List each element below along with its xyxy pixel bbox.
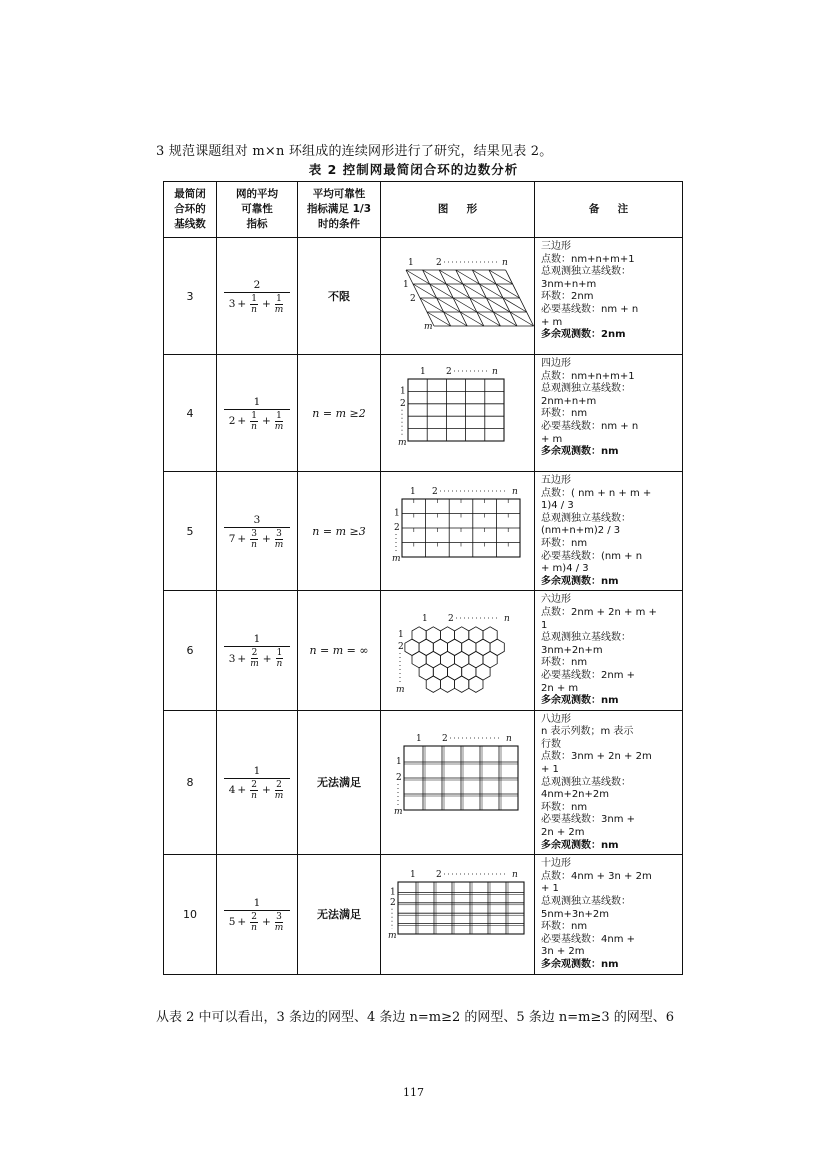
label-row-1: 1: [389, 887, 396, 898]
edge-analysis-table: [163, 181, 683, 975]
condition: n = m ≥3: [298, 472, 381, 591]
note-line: 三边形: [541, 241, 571, 252]
reliability-formula: [217, 472, 298, 591]
note-line: 多余观测数：2nm: [541, 329, 626, 341]
note-line: 2n + m: [541, 682, 579, 694]
note-line: 总观测独立基线数：: [541, 266, 631, 278]
label-row-2: 2: [409, 294, 416, 304]
hexagon-network-diagram: [382, 599, 534, 699]
formula-fraction: 1 2 + $\frac{1}{n}$ + $\frac{1}{m}$: [224, 396, 290, 432]
grid-frame: [398, 882, 524, 934]
table-header-row: [164, 182, 683, 238]
intro-paragraph: 3 规范课题组对 m×n 环组成的连续网形进行了研究，结果见表 2。: [156, 144, 553, 159]
condition: 无法满足: [298, 855, 381, 974]
note-line: 必要基线数：nm + n: [541, 420, 639, 432]
note-line: 总观测独立基线数：: [541, 776, 631, 788]
network-figure: [381, 355, 535, 472]
header-notes: 备 注: [535, 182, 683, 238]
note-line: 总观测独立基线数：: [541, 632, 631, 644]
formula-fraction: 1 4 + $\frac{2}{n}$ + $\frac{2}{m}$: [224, 765, 290, 801]
hex-cell: [440, 676, 454, 692]
network-figure: [381, 238, 535, 355]
label-row-1: 1: [397, 629, 404, 640]
note-line: 必要基线数：(nm + n: [541, 550, 643, 562]
note-line: 点数：nm+n+m+1: [541, 253, 635, 265]
note-line: 3nm+n+m: [541, 278, 597, 290]
reliability-formula: [217, 355, 298, 472]
note-line: 1)4 / 3: [541, 500, 574, 512]
note-line: 多余观测数：nm: [541, 446, 619, 458]
note-line: + m: [541, 433, 563, 445]
reliability-formula: [217, 591, 298, 710]
pentagon-network-diagram: [382, 479, 534, 579]
note-line: 环数：nm: [541, 537, 588, 549]
note-line: 环数：2nm: [541, 291, 594, 303]
note-line: 必要基线数：nm + n: [541, 303, 639, 315]
label-col-n: n: [491, 367, 498, 377]
note-line: 5nm+3n+2m: [541, 908, 610, 920]
label-col-1: 1: [409, 487, 416, 498]
network-figure: [381, 710, 535, 855]
hex-cell: [468, 676, 482, 692]
triangle-network-diagram: [382, 244, 534, 344]
label-row-2: 2: [397, 641, 404, 652]
note-line: 环数：nm: [541, 921, 588, 933]
label-row-m: m: [387, 931, 397, 942]
edge-count: 6: [164, 591, 217, 710]
notes: [535, 355, 683, 472]
label-row-2: 2: [399, 398, 406, 409]
note-line: 六边形: [541, 594, 571, 606]
label-row-m: m: [393, 807, 403, 818]
note-line: 4nm+2n+2m: [541, 789, 610, 801]
edge-count: 5: [164, 472, 217, 591]
note-line: + m)4 / 3: [541, 563, 589, 575]
label-col-1: 1: [419, 367, 426, 377]
network-figure: [381, 472, 535, 591]
label-row-2: 2: [393, 523, 400, 534]
label-row-1: 1: [393, 508, 400, 519]
label-col-1: 1: [415, 734, 422, 745]
note-line: 2n + 2m: [541, 827, 585, 839]
note-line: 五边形: [541, 475, 571, 486]
table-row: [164, 710, 683, 855]
label-col-n: n: [511, 870, 518, 881]
label-row-m: m: [423, 322, 433, 332]
label-row-m: m: [395, 684, 405, 695]
decagon-network-diagram: [382, 862, 534, 962]
label-col-n: n: [503, 613, 510, 624]
note-line: 环数：nm: [541, 408, 588, 420]
note-line: + 1: [541, 883, 559, 895]
table-caption: 表 2 控制网最简闭合环的边数分析: [308, 162, 519, 177]
network-figure: [381, 591, 535, 710]
note-line: n 表示列数；m 表示: [541, 726, 634, 738]
label-row-1: 1: [402, 280, 409, 290]
header-condition: 平均可靠性 指标满足 1/3 时的条件: [298, 182, 381, 238]
edge-count: 10: [164, 855, 217, 974]
label-col-2: 2: [441, 734, 448, 745]
condition: n = m ≥2: [298, 355, 381, 472]
note-line: 总观测独立基线数：: [541, 383, 631, 395]
label-col-1: 1: [407, 258, 414, 268]
formula-fraction: 1 3 + $\frac{2}{m}$ + $\frac{1}{n}$: [224, 633, 290, 669]
note-line: 必要基线数：3nm +: [541, 814, 635, 826]
square-network-diagram: [382, 361, 534, 461]
label-col-n: n: [505, 734, 512, 745]
note-line: 总观测独立基线数：: [541, 896, 631, 907]
note-line: 总观测独立基线数：: [541, 512, 631, 524]
hex-cell: [426, 676, 440, 692]
note-line: 点数：4nm + 3n + 2m: [541, 870, 652, 882]
hex-cell: [454, 676, 468, 692]
notes: [535, 591, 683, 710]
outro-paragraph: 从表 2 中可以看出，3 条边的网型、4 条边 n=m≥2 的网型、5 条边 n=m≥3 的网型、6: [156, 1010, 675, 1025]
header-figure: 图 形: [381, 182, 535, 238]
condition: 不限: [298, 238, 381, 355]
label-col-n: n: [511, 487, 518, 498]
label-col-1: 1: [421, 613, 428, 624]
reliability-formula: [217, 855, 298, 974]
label-row-1: 1: [399, 386, 406, 397]
note-line: 点数：( nm + n + m +: [541, 487, 652, 499]
note-line: 2nm+n+m: [541, 395, 597, 407]
note-line: + 1: [541, 764, 559, 776]
label-row-m: m: [391, 554, 401, 565]
table-row: [164, 855, 683, 974]
note-line: (nm+n+m)2 / 3: [541, 525, 621, 537]
page-number: 117: [403, 1086, 424, 1099]
table-row: [164, 238, 683, 355]
condition: 无法满足: [298, 710, 381, 855]
notes: [535, 238, 683, 355]
note-line: 必要基线数：4nm +: [541, 933, 635, 945]
note-line: + m: [541, 316, 563, 328]
note-line: 1: [541, 619, 548, 631]
note-line: 3n + 2m: [541, 946, 585, 958]
note-line: 必要基线数：2nm +: [541, 669, 635, 681]
note-line: 点数：2nm + 2n + m +: [541, 606, 657, 618]
edge-count: 8: [164, 710, 217, 855]
formula-fraction: 2 3 + $\frac{1}{n}$ + $\frac{1}{m}$: [224, 279, 290, 315]
note-line: 3nm+2n+m: [541, 644, 603, 656]
octagon-network-diagram: [382, 730, 534, 830]
label-row-1: 1: [395, 757, 402, 768]
notes: [535, 472, 683, 591]
label-col-2: 2: [445, 367, 452, 377]
reliability-formula: [217, 710, 298, 855]
note-line: 环数：nm: [541, 801, 588, 813]
edge-count: 4: [164, 355, 217, 472]
formula-fraction: 3 7 + $\frac{3}{n}$ + $\frac{3}{m}$: [224, 514, 290, 550]
notes: [535, 855, 683, 974]
notes: [535, 710, 683, 855]
header-edges: 最简闭 合环的 基线数: [164, 182, 217, 238]
edge-count: 3: [164, 238, 217, 355]
note-line: 多余观测数：nm: [541, 575, 619, 587]
table-row: [164, 591, 683, 710]
label-col-2: 2: [435, 258, 442, 268]
grid-frame: [408, 379, 504, 441]
note-line: 多余观测数：nm: [541, 958, 619, 970]
label-row-m: m: [397, 438, 407, 448]
header-reliability: 网的平均 可靠性 指标: [217, 182, 298, 238]
note-line: 行数: [541, 738, 561, 750]
label-row-2: 2: [389, 898, 396, 909]
table-row: [164, 472, 683, 591]
note-line: 点数：3nm + 2n + 2m: [541, 751, 652, 763]
note-line: 多余观测数：nm: [541, 695, 619, 707]
formula-fraction: 1 5 + $\frac{2}{n}$ + $\frac{3}{m}$: [224, 897, 290, 933]
network-figure: [381, 855, 535, 974]
label-col-2: 2: [431, 487, 438, 498]
table-row: [164, 355, 683, 472]
label-col-1: 1: [409, 870, 416, 881]
condition: n = m = ∞: [298, 591, 381, 710]
label-col-2: 2: [435, 870, 442, 881]
note-line: 环数：nm: [541, 657, 588, 669]
note-line: 十边形: [541, 858, 571, 870]
label-col-n: n: [501, 258, 508, 268]
label-row-2: 2: [395, 773, 402, 784]
reliability-formula: [217, 238, 298, 355]
note-line: 四边形: [541, 358, 571, 369]
note-line: 多余观测数：nm: [541, 839, 619, 851]
note-line: 点数：nm+n+m+1: [541, 370, 635, 382]
note-line: 八边形: [541, 713, 571, 725]
label-col-2: 2: [447, 613, 454, 624]
